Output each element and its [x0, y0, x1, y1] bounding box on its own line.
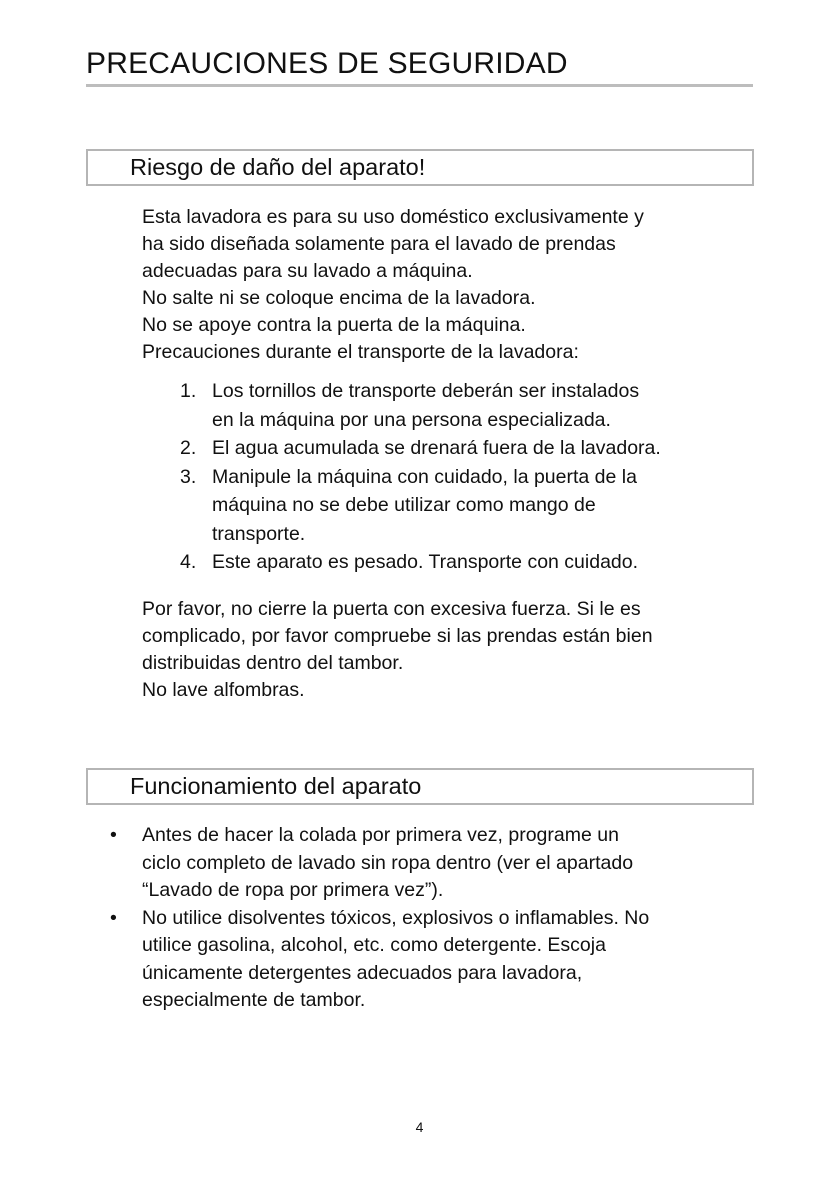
- title-underline: [86, 84, 753, 87]
- list-item-line: transporte.: [212, 522, 306, 545]
- paragraph-line: Esta lavadora es para su uso doméstico exclusivamente y: [142, 206, 644, 228]
- page-number: 4: [415, 1119, 424, 1135]
- bullet-icon: •: [110, 906, 117, 929]
- section-heading-box-funcionamiento: [86, 768, 754, 805]
- section-heading-riesgo: Riesgo de daño del aparato!: [130, 154, 426, 180]
- paragraph-line: complicado, por favor compruebe si las prendas están bien: [142, 625, 653, 647]
- paragraph-line: Precauciones durante el transporte de la lavadora:: [142, 341, 579, 363]
- paragraph-line: distribuidas dentro del tambor.: [142, 652, 404, 674]
- list-number: 3.: [180, 465, 197, 488]
- list-number: 2.: [180, 437, 197, 459]
- paragraph-line: No salte ni se coloque encima de la lavadora.: [142, 287, 536, 309]
- operation-bullet-list: [110, 822, 649, 1015]
- bullet-icon: •: [110, 824, 117, 846]
- intro-paragraph: [142, 204, 644, 366]
- transport-precautions-list: [180, 377, 661, 577]
- list-item-line: No utilice disolventes tóxicos, explosivos o inflamables. No: [142, 906, 650, 929]
- list-item: [180, 434, 661, 463]
- list-item-line: El agua acumulada se drenará fuera de la lavadora.: [212, 437, 661, 459]
- list-item-line: ciclo completo de lavado sin ropa dentro (ver el apartado: [142, 851, 634, 874]
- list-item-line: especialmente de tambor.: [142, 989, 366, 1011]
- paragraph-line: adecuadas para su lavado a máquina.: [142, 260, 473, 282]
- page-title: PRECAUCIONES DE SEGURIDAD: [86, 47, 568, 80]
- section-heading-box-riesgo: [86, 149, 754, 186]
- list-item: [110, 822, 649, 905]
- list-item: [180, 548, 661, 577]
- paragraph-line: ha sido diseñada solamente para el lavado de prendas: [142, 233, 616, 255]
- list-item-line: Manipule la máquina con cuidado, la puerta de la: [212, 465, 637, 488]
- paragraph-line: No lave alfombras.: [142, 679, 305, 701]
- list-item-line: Los tornillos de transporte deberán ser instalados: [212, 380, 640, 402]
- list-item: [180, 377, 661, 434]
- paragraph-line: Por favor, no cierre la puerta con excesiva fuerza. Si le es: [142, 598, 641, 620]
- section-heading-funcionamiento: Funcionamiento del aparato: [130, 773, 422, 799]
- list-item-line: utilice gasolina, alcohol, etc. como detergente. Escoja: [142, 934, 606, 956]
- list-item-line: Este aparato es pesado. Transporte con cuidado.: [212, 551, 639, 573]
- list-number: 1.: [180, 380, 197, 402]
- list-item: [110, 905, 649, 1015]
- list-item-line: únicamente detergentes adecuados para lavadora,: [142, 961, 583, 984]
- list-item-line: máquina no se debe utilizar como mango de: [212, 494, 596, 516]
- list-item-line: Antes de hacer la colada por primera vez, programe un: [142, 824, 619, 846]
- list-item-line: en la máquina por una persona especializada.: [212, 408, 611, 431]
- closing-paragraph: [142, 596, 653, 704]
- paragraph-line: No se apoye contra la puerta de la máquina.: [142, 314, 526, 336]
- list-item: [180, 463, 661, 549]
- list-item-line: “Lavado de ropa por primera vez”).: [142, 879, 444, 901]
- list-number: 4.: [180, 551, 197, 573]
